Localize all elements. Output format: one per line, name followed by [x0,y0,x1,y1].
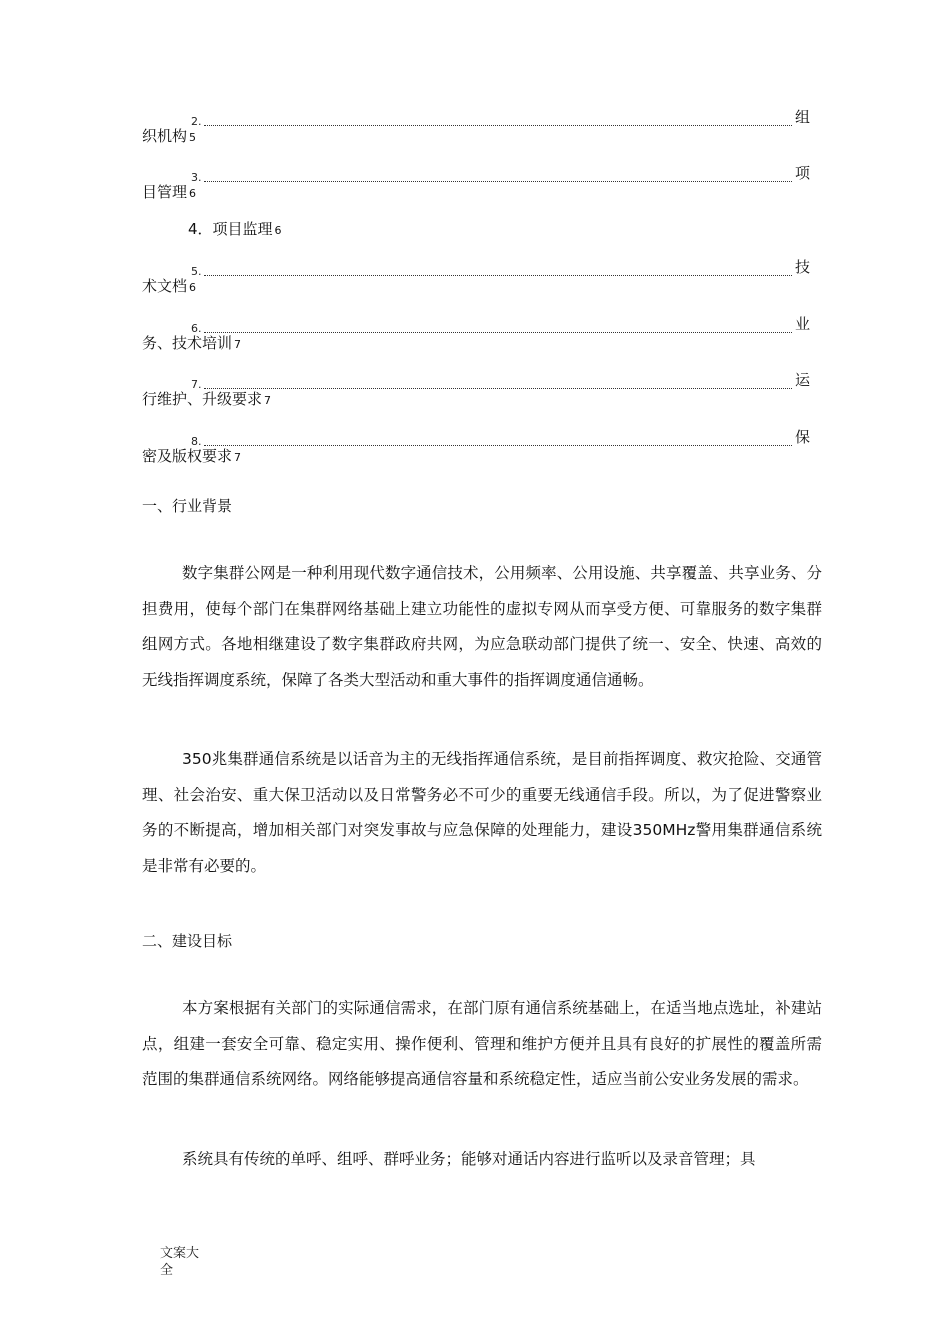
toc-leader [191,106,810,128]
toc-page-number: 6 [189,187,197,200]
body-paragraph: 数字集群公网是一种利用现代数字通信技术，公用频率、公用设施、共享覆盖、共享业务、分担费用，使每个部门在集群网络基础上建立功能性的虚拟专网从而享受方便、可靠服务的数字集群组网方式。各地相继建设了数字集群政府共网，为应急联动部门提供了统一、安全、快速、高效的无线指挥调度系统，保障了各类大型活动和重大事件的指挥调度通信通畅。 [142,564,822,689]
toc-title-start: 运 [794,371,810,389]
toc-title-start: 保 [794,428,810,446]
toc-dots [204,125,792,126]
toc-number: 8. [191,435,202,448]
body-paragraph: 系统具有传统的单呼、组呼、群呼业务；能够对通话内容进行监听以及录音管理；具 [182,1150,756,1168]
toc-dots [204,275,792,276]
toc-entry-single[interactable] [188,218,282,242]
toc-title-text: 目管理 [142,183,188,201]
toc-title-text: 术文档 [142,277,188,295]
toc-leader [191,256,810,278]
toc-title-rest [142,445,241,469]
toc-page-number: 5 [189,131,197,144]
body-paragraph: 本方案根据有关部门的实际通信需求，在部门原有通信系统基础上，在适当地点选址，补建站点，组建一套安全可靠、稳定实用、操作便利、管理和维护方便并且具有良好的扩展性的覆盖所需范围的集群通信系统网络。网络能够提高通信容量和系统稳定性，适应当前公安业务发展的需求。 [142,999,822,1088]
toc-dots [204,388,792,389]
toc-page-number: 7 [234,338,242,351]
toc-number: 7. [191,378,202,391]
toc-dots [204,181,792,182]
toc-leader [191,426,810,448]
toc-number: 3. [191,171,202,184]
section-heading: 二、建设目标 [142,932,233,950]
toc-page-number: 7 [234,451,242,464]
toc-page-number: 7 [264,394,272,407]
toc-title-start: 业 [794,315,810,333]
page-footer: 文案大全 [160,1246,200,1278]
toc-title-text: 行维护、升级要求 [142,390,263,408]
section-heading: 一、行业背景 [142,497,233,515]
toc-title-rest [142,181,196,205]
toc-leader [191,369,810,391]
toc-title-text: 务、技术培训 [142,334,233,352]
toc-dots [204,332,792,333]
toc-title-text: 4．项目监理 [188,220,273,238]
toc-page-number: 6 [189,281,197,294]
toc-number: 6. [191,322,202,335]
toc-title-start: 技 [794,258,810,276]
toc-title-rest [142,125,196,149]
toc-title-text: 密及版权要求 [142,447,233,465]
toc-page-number: 6 [274,224,282,237]
toc-number: 2. [191,115,202,128]
toc-title-start: 组 [794,108,810,126]
toc-title-rest [142,332,241,356]
body-paragraph: 350兆集群通信系统是以话音为主的无线指挥通信系统，是目前指挥调度、救灾抢险、交通管理、社会治安、重大保卫活动以及日常警务必不可少的重要无线通信手段。所以，为了促进警察业务的不断提高，增加相关部门对突发事故与应急保障的处理能力，建设350MHz警用集群通信系统是非常有必要的。 [142,750,822,875]
toc-title-rest [142,275,196,299]
toc-title-text: 织机构 [142,127,188,145]
toc-leader [191,162,810,184]
toc-number: 5. [191,265,202,278]
toc-title-start: 项 [794,164,810,182]
toc-title-rest [142,388,271,412]
toc-dots [204,445,792,446]
toc-leader [191,313,810,335]
